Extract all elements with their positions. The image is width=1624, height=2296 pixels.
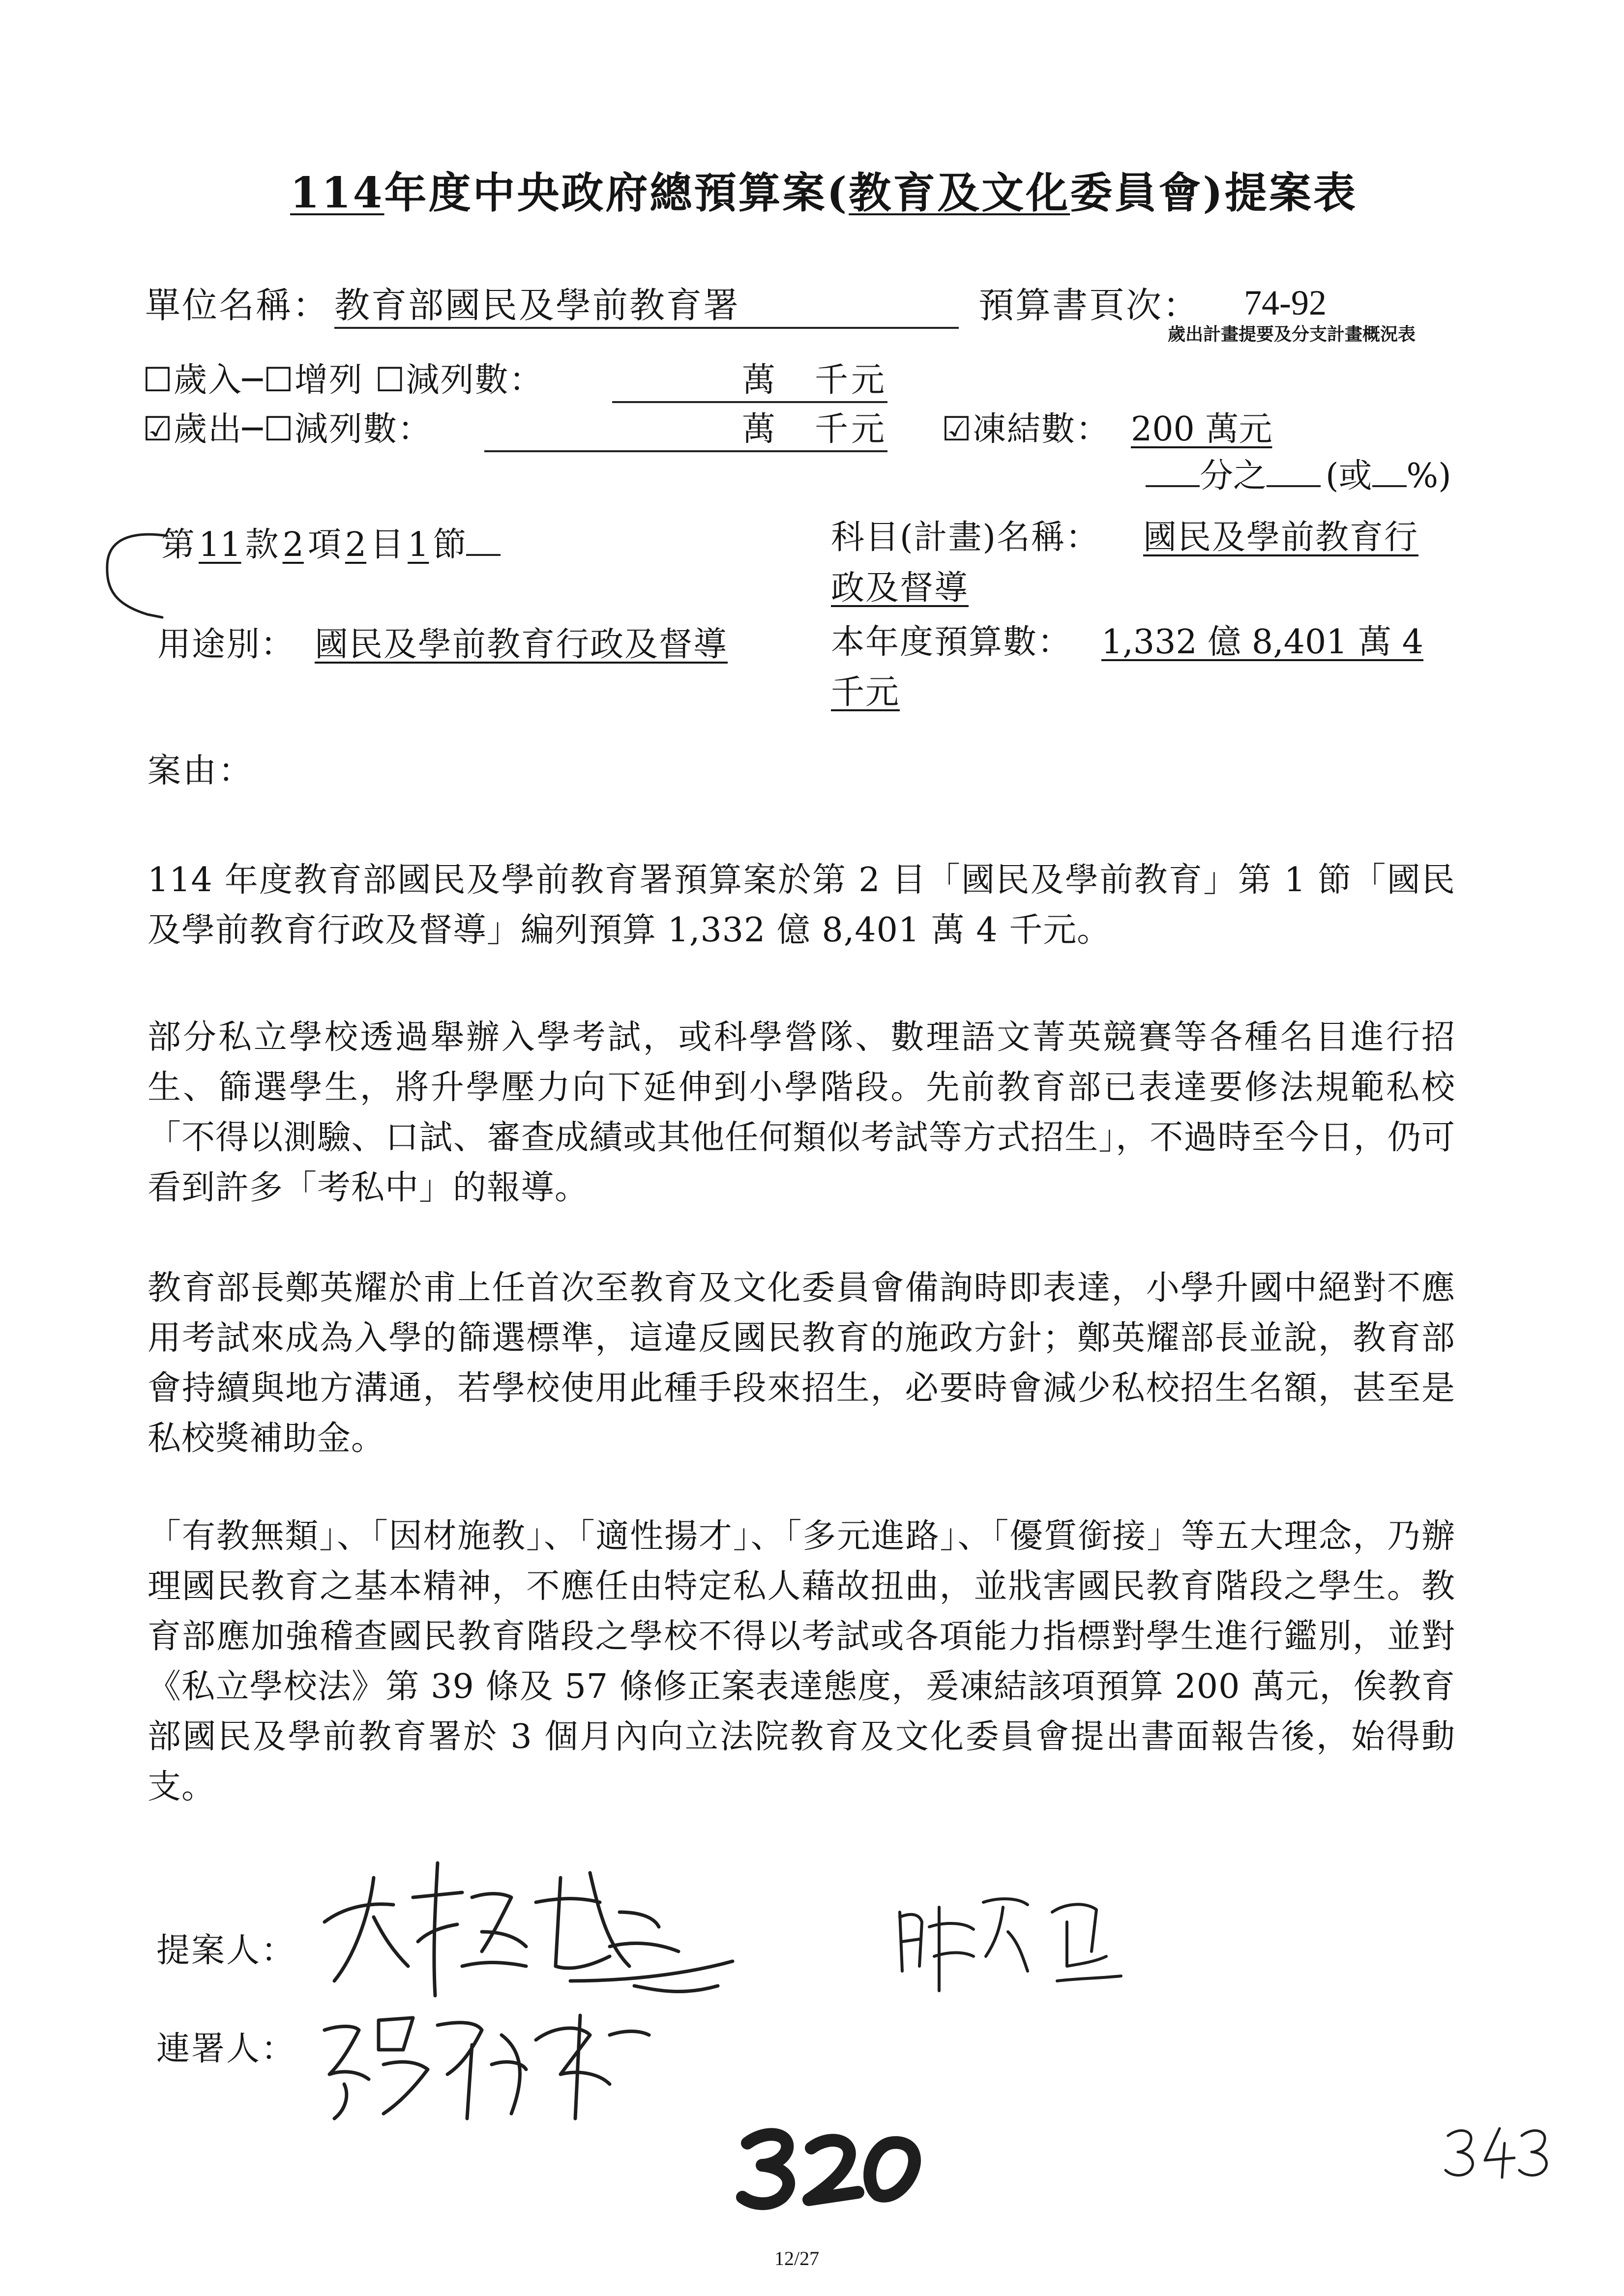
proposer-label: 提案人： (156, 1931, 296, 1970)
item-jie-label: 節 (433, 525, 467, 564)
subject-value-line2: 政及督導 (831, 569, 969, 608)
item-kuan: 11 (199, 525, 241, 564)
item-jie: 1 (408, 525, 429, 564)
title-end: )提案表 (1203, 168, 1358, 218)
unit-value (334, 285, 959, 329)
second-signature (890, 1883, 1136, 2001)
item-xiang: 2 (282, 525, 304, 564)
revenue-checkboxes: ☐歲入─☐增列 ☐減列數： (143, 361, 544, 400)
revenue-amount-field (612, 361, 887, 403)
fraction-blank-3 (1372, 485, 1407, 487)
item-code-line (161, 525, 501, 564)
cosigner-label: 連署人： (156, 2030, 296, 2068)
expense-unit: 萬 千元 (741, 410, 887, 449)
paragraph-1: 114 年度教育部國民及學前教育署預算案於第 2 目「國民及學前教育」第 1 節「國民及學前教育行政及督導」編列預算 1,332 億 8,401 萬 4 千元。 (148, 861, 1455, 950)
title-year: 114 (290, 168, 384, 218)
item-prefix: 第 (161, 525, 195, 564)
page-ref-label: 預算書頁次： (978, 285, 1200, 326)
fraction-text-c: %) (1406, 457, 1451, 495)
page-title (290, 168, 1358, 218)
bracket-mark (89, 521, 172, 634)
cosigner-signature (315, 1976, 669, 2123)
footer-page-number: 12/27 (774, 2247, 820, 2269)
subject-value-line1: 國民及學前教育行 (1143, 518, 1419, 557)
usage-label: 用途別： (157, 625, 295, 664)
subject-label: 科目(計畫)名稱： (831, 518, 1100, 557)
budget-value-line2: 千元 (831, 673, 900, 712)
reason-label: 案由： (148, 752, 254, 790)
item-mu: 2 (345, 525, 367, 564)
unit-label: 單位名稱： (145, 285, 330, 326)
title-committee-tail: 委員會 (1070, 168, 1203, 218)
page-ref-value: 74-92 (1244, 283, 1327, 322)
budget-label: 本年度預算數： (831, 623, 1072, 662)
expense-checkboxes: ☑歲出─☐減列數： (143, 410, 432, 449)
expense-amount-field (484, 410, 887, 452)
fraction-blank-2 (1267, 485, 1321, 487)
usage-value: 國民及學前教育行政及督導 (315, 625, 728, 664)
budget-value-line1: 1,332 億 8,401 萬 4 (1101, 623, 1424, 662)
revenue-unit: 萬 千元 (741, 361, 887, 400)
fraction-text-b: (或 (1326, 457, 1372, 495)
page-ref-note: 歲出計畫提要及分支計畫概況表 (1168, 324, 1416, 345)
freeze-label: ☑凍結數： (942, 410, 1110, 449)
fraction-row (1146, 457, 1451, 495)
item-kuan-label: 款 (245, 525, 279, 564)
handwritten-stamp-number (728, 2114, 939, 2212)
item-trailing-blank (466, 553, 501, 556)
paragraph-2: 部分私立學校透過舉辦入學考試，或科學營隊、數理語文菁英競賽等各種名目進行招生、篩選學生，將升學壓力向下延伸到小學階段。先前教育部已表達要修法規範私校「不得以測驗、口試、審查成績或其他任何類似考試等方式招生」，不過時至今日，仍可看到許多「考私中」的報導。 (148, 1018, 1455, 1207)
fraction-blank-1 (1146, 485, 1200, 487)
paragraph-4: 「有教無類」、「因材施教」、「適性揚才」、「多元進路」、「優質銜接」等五大理念，乃辦理國民教育之基本精神，不應任由特定私人藉故扭曲，並戕害國民教育階段之學生。教育部應加強稽查國民教育階段之學校不得以考試或各項能力指標對學生進行鑑別，並對《私立學校法》第 39 條及 57 條修正案表達態度，爰凍結該項預算 200 萬元，俟教育部國民及學前教育署於 3 個月內向立法院教育及文化委員會提出書面報告後，始得動支。 (148, 1517, 1455, 1806)
fraction-text-a: 分之 (1200, 457, 1267, 495)
item-xiang-label: 項 (307, 525, 341, 564)
unit-value-text: 教育部國民及學前教育署 (334, 285, 740, 326)
handwritten-corner-number (1441, 2114, 1559, 2182)
title-committee: 教育及文化 (849, 168, 1070, 218)
item-mu-label: 目 (370, 525, 404, 564)
paragraph-3: 教育部長鄭英耀於甫上任首次至教育及文化委員會備詢時即表達，小學升國中絕對不應用考試來成為入學的篩選標準，這違反國民教育的施政方針；鄭英耀部長並說，教育部會持續與地方溝通，若學校使用此種手段來招生，必要時會減少私校招生名額，甚至是私校獎補助金。 (148, 1269, 1455, 1458)
freeze-value: 200 萬元 (1131, 410, 1272, 449)
title-mid: 年度中央政府總預算案( (384, 168, 849, 218)
